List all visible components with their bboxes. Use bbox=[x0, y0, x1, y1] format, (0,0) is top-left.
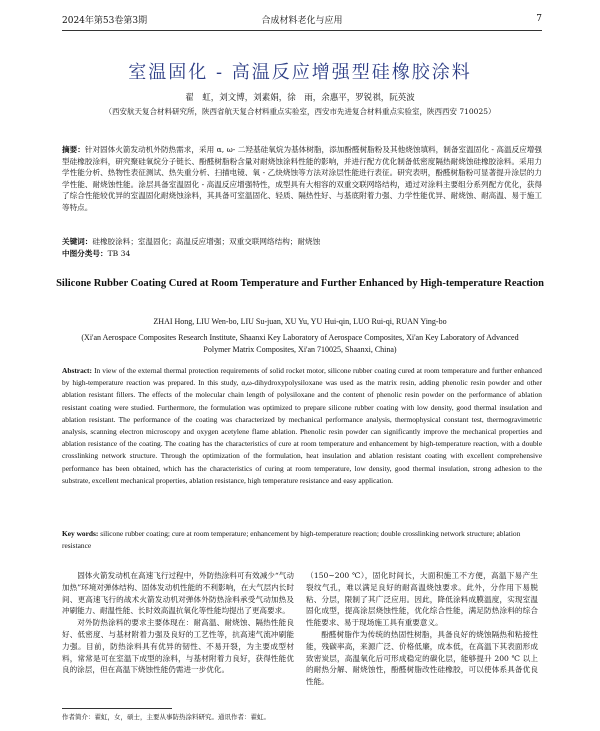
footnote-rule bbox=[62, 708, 172, 709]
keywords-label-en: Key words: bbox=[62, 529, 99, 538]
classification-label-cn: 中图分类号： bbox=[62, 249, 108, 258]
keywords-chinese bbox=[62, 236, 542, 248]
affiliation-chinese: （西安航天复合材料研究所，陕西省航天复合材料重点实验室，西安市先进复合材料重点实验室，陕西西安 710025） bbox=[104, 107, 496, 116]
abstract-label-cn: 摘要： bbox=[62, 145, 85, 154]
keywords-text-en: silicone rubber coating; cure at room temperature; enhancement by high-temperature reaction; double crosslinking network structure; ablation resistance bbox=[62, 529, 521, 551]
running-header bbox=[62, 12, 542, 26]
affiliation-english: (Xi'an Aerospace Composites Research Institute, Shaanxi Key Laboratory of Aerospace Composites, Xi'an Key Laboratory of Advanced Polymer Matrix Composites, Xi'an 710025, Shaanxi, China) bbox=[81, 333, 519, 354]
title-english: Silicone Rubber Coating Cured at Room Temperature and Further Enhanced by High-temperature Reaction bbox=[56, 278, 544, 289]
abstract-label-en: Abstract: bbox=[62, 366, 92, 375]
classification-text-cn: TB 34 bbox=[107, 249, 131, 258]
abstract-chinese bbox=[62, 144, 542, 214]
issue-info: 2024年第53卷第3期 bbox=[62, 15, 148, 26]
author-footnote: 作者简介：翟虹，女，硕士，主要从事防热涂料研究。通讯作者：翟虹。 bbox=[62, 713, 270, 721]
classification-chinese bbox=[62, 248, 542, 260]
body-paragraph: 对外防热涂料的要求主要体现在：耐高温、耐烧蚀、隔热性能良好、低密度、与基材附着力强及良好的工艺性等，抗高速气流冲刷能力强。目前，防热涂料具有优异的韧性、不易开裂，为主要成型材料，常常是可在室温下成型的涂料，与基材附着力良好，获得性能优良的涂层，但在高温下烧蚀性能仍需进一步优化。 bbox=[62, 618, 294, 675]
page-number: 7 bbox=[536, 14, 542, 24]
body-paragraph: 酚醛树脂作为传统的热固性树脂，具备良好的烧蚀隔热和粘接性能，残碳率高，来源广泛、价格低廉，成本低，在高温下其表面形成致密炭层，高温氧化后可形成稳定的碳化层，能够提升 200 ℃ 以上的耐热分解、耐烧蚀性，酚醛树脂改性硅橡胶，可以使体系具备优良性能。 bbox=[306, 629, 538, 687]
body-column-left bbox=[62, 570, 294, 676]
abstract-text-en: In view of the external thermal protection requirements of solid rocket motor, silicone rubber coating cured at room temperature and further enhanced by high-temperature reaction was prepared. In this study, α,ω-dihydroxypolysiloxane was used as the matrix resin, adding phenolic resin powder and other ablation resistant fillers. The effects of the molecular chain length of polysiloxane and the content of phenolic resin powder on the performance of ablation resistant coating were studied. Furthermore, the formulation was optimized to prepare silicone rubber coating with low density, good thermal insulation and ablation resistant. The performance of the coating was characterized by mechanical performance analysis, thermophysical constant test, thermogravimetric analysis, scanning electron microscopy and oxygen acetylene flame ablation. Phenolic resin powder can significantly improve the mechanical properties and ablation resistance of the coating. The coating has the characteristics of cure at room temperature and enhancement by high-temperature reaction, with a double crosslinking network structure. Through the optimization of the formulation, heat insulation and ablation resistant coating with excellent comprehensive performance has been obtained, which has the characteristics of curing at room temperature, low density, good thermal insulation, strong adhesion to the substrate, excellent mechanical properties, ablation resistance, high temperature resistance and easy application. bbox=[62, 366, 542, 485]
journal-name: 合成材料老化与应用 bbox=[261, 15, 343, 26]
abstract-text-cn: 针对固体火箭发动机外防热需求，采用 α, ω- 二羟基硅氧烷为基体树脂，添加酚醛树脂粉及其他烧蚀填料，制备室温固化 - 高温反应增强型硅橡胶涂料，研究聚硅氧烷分子链长、酚醛树脂粉含量对耐烧蚀涂料性能的影响，并进行配方优化制备低密度隔热耐烧蚀硅橡胶涂料。采用力学性能分析、热物性表征测试、热失重分析、扫描电镜、氧 - 乙炔烧蚀等方法对涂层性能进行表征。研究表明，酚醛树脂粉可显著提升涂层的力学性能、耐烧蚀性能。涂层具备室温固化 - 高温反应增强特性，成型具有大相容的双重交联网络结构，通过对涂料主要组分系列配方优化，获得了综合性能较优异的室温固化耐烧蚀涂料，其具备可室温固化、轻质、隔热性好、与基底附着力强、力学性能优异、耐烧蚀、耐高温、易于施工等特点。 bbox=[62, 145, 543, 212]
body-paragraph: 固体火箭发动机在高速飞行过程中，外防热涂料可有效减少“气动加热”环境对弹体结构、固体发动机性能的不利影响，在大气层内长时间、更高速飞行的战术火箭发动机对弹体外防热涂料承受气动加热及冲刷能力、耐温性能、长时效高温抗氧化等性能均提出了更高要求。 bbox=[62, 571, 294, 616]
keywords-english bbox=[62, 528, 542, 552]
keywords-text-cn: 硅橡胶涂料；室温固化；高温反应增强；双重交联网络结构；耐烧蚀 bbox=[92, 237, 321, 246]
title-chinese: 室温固化 - 高温反应增强型硅橡胶涂料 bbox=[128, 62, 472, 83]
body-column-right bbox=[306, 570, 538, 688]
keywords-label-cn: 关键词： bbox=[62, 237, 93, 246]
header-rule bbox=[62, 30, 542, 31]
abstract-english bbox=[62, 365, 542, 487]
body-paragraph: （150~200 ℃），固化时间长，大面积施工不方便，高温下易产生裂纹气孔，难以满足良好的耐高温烧蚀要求。此外，分作用下易脱粘、分层，限制了其广泛应用。因此，降低涂料成膜温度，实现室温固化成型，提高涂层烧蚀性能，优化综合性能，满足防热涂料的综合性能要求、易于现场施工具有重要意义。 bbox=[306, 571, 538, 628]
authors-chinese: 翟 虹，刘文博，刘素娟，徐 雨，余惠平，罗锐祺，阮英波 bbox=[185, 93, 415, 103]
authors-english: ZHAI Hong, LIU Wen-bo, LIU Su-juan, XU Yu, YU Hui-qin, LUO Rui-qi, RUAN Ying-bo bbox=[153, 317, 447, 326]
